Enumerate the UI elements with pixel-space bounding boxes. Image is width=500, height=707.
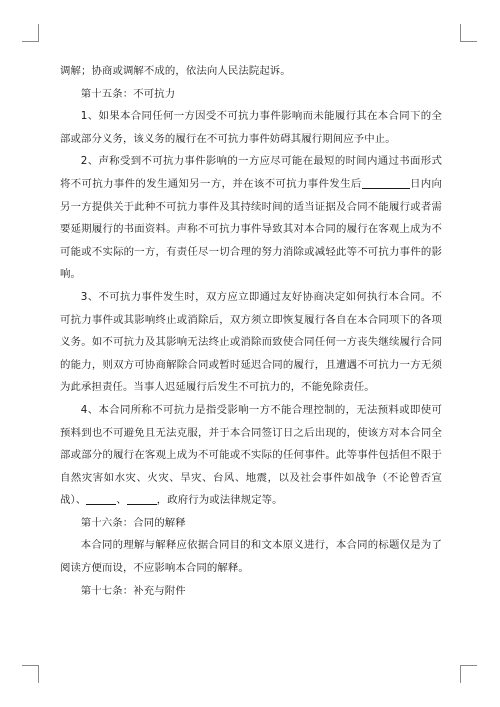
crop-mark-top-left-h [22,41,39,42]
paragraph-15-4-part-a: 4、本合同所称不可抗力是指受影响一方不能合理控制的，无法预料或即使可预料到也不可避免且无法克服，并于本合同签订日之后出现的，使该方对本合同全部或部分的履行在客观上成为不可能或不实际的任何事件。此等事件包括但不限于自然灾害如水灾、火灾、旱灾、台风、地震，以及社会事件如战争（不论曾否宣战）、 [60,403,442,507]
paragraph-intro: 调解；协商或调解不成的，依法向人民法院起诉。 [60,65,291,77]
crop-mark-bottom-right-v [460,665,461,683]
section-heading-17: 第十七条：补充与附件 [80,584,186,597]
crop-mark-top-right-v [460,24,461,42]
fill-blank-days [362,176,410,189]
paragraph-15-3: 3、不可抗力事件发生时，双方应立即通过友好协商决定如何执行本合同。不可抗力事件或其影响终止或消除后，双方须立即恢复履行各自在本合同项下的各项义务。如不可抗力及其影响无法终止或消除而致使合同任何一方丧失继续履行合同的能力，则双方可协商解除合同或暂时延迟合同的履行，且遭遇不可抗力一方无须为此承担责任。当事人迟延履行后发生不可抗力的，不能免除责任。 [60,290,442,394]
paragraph-15-2-part-b: 日内向另一方提供关于此种不可抗力事件及其持续时间的适当证据及合同不能履行或者需要延期履行的书面资料。声称不可抗力事件导致其对本合同的履行在客观上成为不可能或不实际的一方，有责任尽一切合理的努力消除或减轻此等不可抗力事件的影响。 [60,177,442,281]
fill-blank-event-2 [127,492,157,505]
crop-mark-bottom-left-v [38,665,39,683]
paragraph-15-1: 1、如果本合同任何一方因受不可抗力事件影响而未能履行其在本合同下的全部或部分义务，该义务的履行在不可抗力事件妨碍其履行期间应予中止。 [60,110,442,145]
paragraph-15-4-part-c: ，政府行为或法律规定等。 [156,494,283,507]
crop-mark-top-right-h [460,41,477,42]
paragraph-15-4-part-b: 、 [116,494,127,507]
fill-blank-event-1 [86,492,116,505]
paragraph-15-2 [60,150,442,286]
section-heading-16: 第十六条：合同的解释 [80,516,186,529]
paragraph-15-2-part-a: 2、声称受到不可抗力事件影响的一方应尽可能在最短的时间内通过书面形式将不可抗力事件的发生通知另一方，并在该不可抗力事件发生后 [60,155,442,190]
paragraph-15-4 [60,399,442,512]
crop-mark-top-left-v [38,24,39,42]
crop-mark-bottom-left-h [22,665,39,666]
paragraph-16: 本合同的理解与解释应依据合同目的和文本原义进行，本合同的标题仅是为了阅读方便而设，不应影响本合同的解释。 [60,539,442,575]
document-body [60,60,442,602]
section-heading-15: 第十五条：不可抗力 [80,87,176,100]
crop-mark-bottom-right-h [460,665,477,666]
